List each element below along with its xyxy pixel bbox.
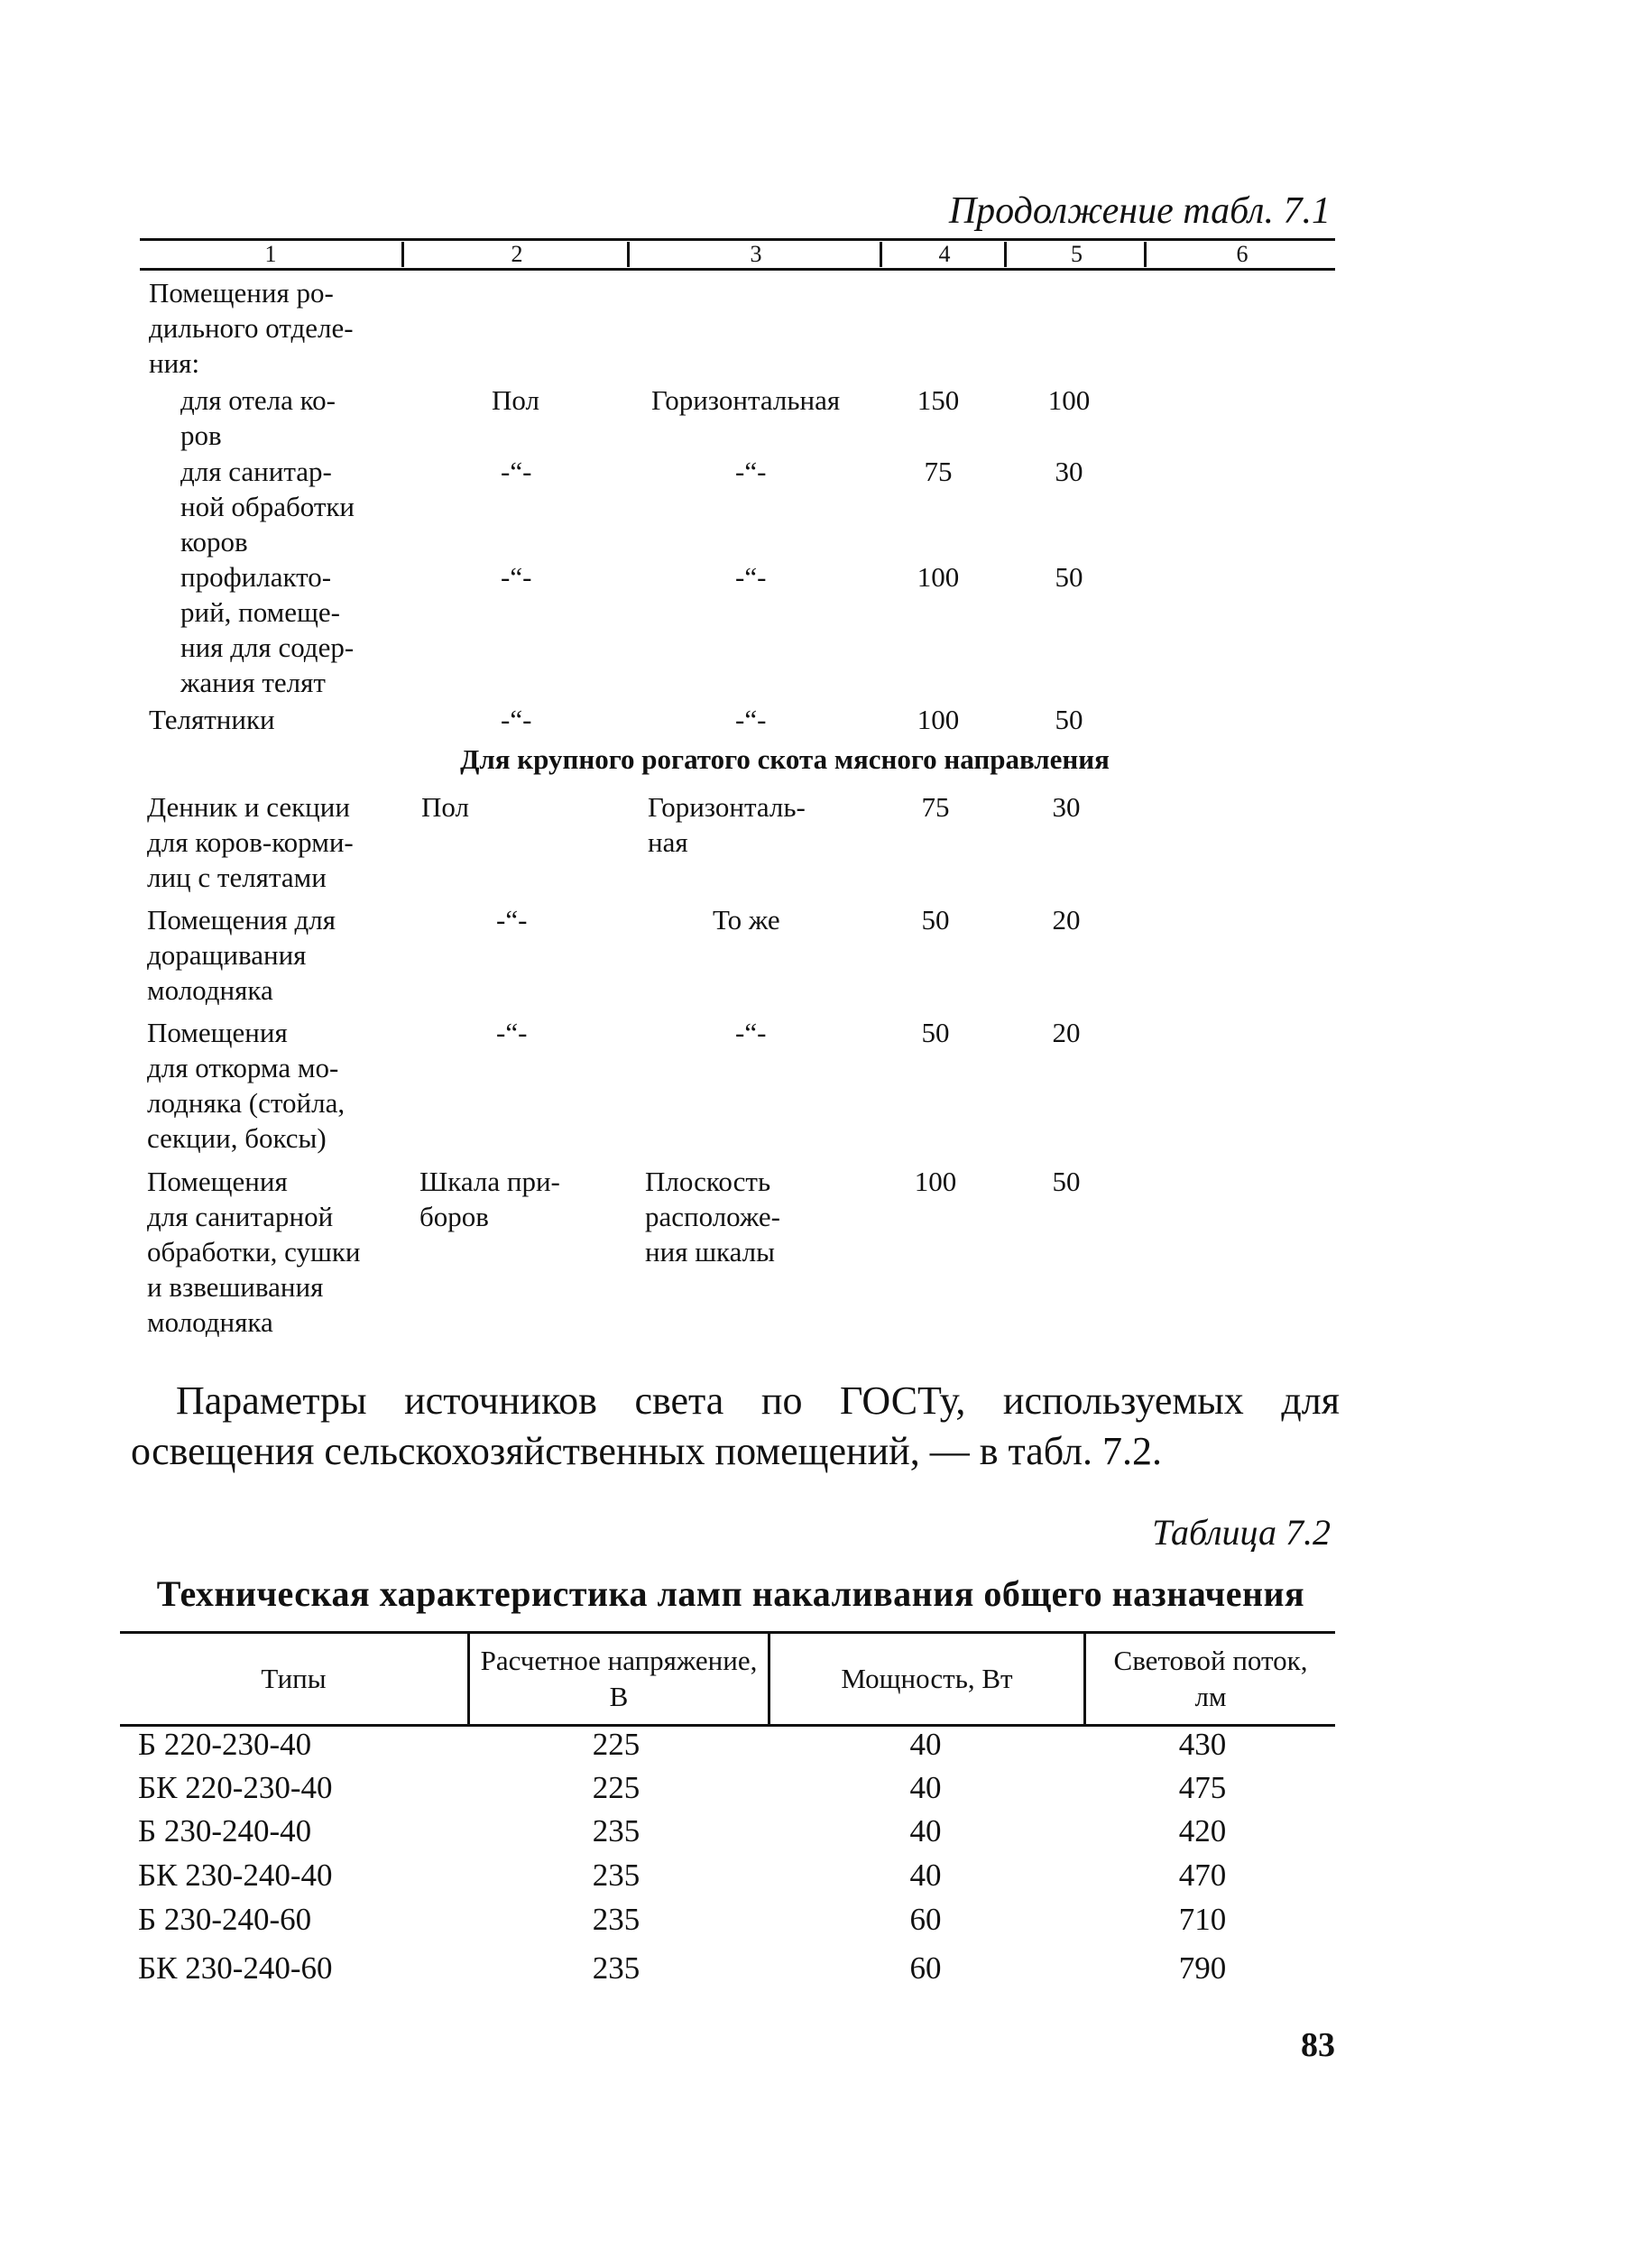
cell-flux: 710 xyxy=(1178,1902,1227,1937)
row-name: для отела ко- ров xyxy=(180,384,336,451)
row-plane: Горизонтальная xyxy=(651,384,841,416)
row-value-4: 75 xyxy=(921,791,950,823)
table1-top-rule xyxy=(140,238,1335,241)
row-plane: Горизонталь- ная xyxy=(648,791,806,858)
cell-voltage: 235 xyxy=(592,1813,640,1849)
row-value-5: 100 xyxy=(1047,384,1091,416)
column-number-2: 2 xyxy=(401,242,630,267)
row-value-5: 20 xyxy=(1052,1017,1081,1048)
cell-type: БК 230-240-60 xyxy=(138,1950,333,1986)
row-plane: -“- xyxy=(735,561,767,593)
row-surface: Шкала при- боров xyxy=(419,1166,560,1232)
table2-label: Таблица 7.2 xyxy=(1152,1512,1331,1553)
header-flux: Световой поток, лм xyxy=(1083,1634,1335,1724)
row-name: Помещения для доращивания молодняка xyxy=(147,904,336,1006)
body-paragraph: Параметры источников света по ГОСТу, используемых для освещения сельскохозяйственных помещений, — в табл. 7.2. xyxy=(131,1378,1340,1473)
cell-power: 60 xyxy=(909,1902,942,1937)
row-value-4: 100 xyxy=(917,561,960,593)
column-number-5: 5 xyxy=(1004,242,1147,267)
row-plane: Плоскость расположе- ния шкалы xyxy=(645,1166,780,1268)
row-name: Помещения для откорма мо- лодняка (стойла, секции, боксы) xyxy=(147,1017,346,1154)
row-surface: Пол xyxy=(492,384,539,416)
table-row xyxy=(120,1766,1335,1810)
row-value-5: 50 xyxy=(1055,704,1083,735)
cell-voltage: 235 xyxy=(592,1858,640,1893)
row-plane: -“- xyxy=(735,456,767,487)
row-surface: -“- xyxy=(496,904,528,936)
table-row xyxy=(120,1810,1335,1853)
column-number-1: 1 xyxy=(264,241,277,267)
row-plane: -“- xyxy=(735,704,767,735)
table-row xyxy=(120,1898,1335,1941)
table2-header xyxy=(120,1631,1335,1727)
cell-voltage: 235 xyxy=(592,1902,640,1937)
row-value-5: 30 xyxy=(1055,456,1083,487)
row-surface: -“- xyxy=(501,704,532,735)
row-plane: То же xyxy=(713,904,780,936)
column-number-4: 4 xyxy=(880,242,1007,267)
row-surface: Пол xyxy=(421,791,469,823)
header-types: Типы xyxy=(261,1663,327,1694)
row-name: Помещения для санитарной обработки, сушки и взвешивания молодняка xyxy=(147,1166,361,1338)
row-name: Телятники xyxy=(149,704,275,735)
row-surface: -“- xyxy=(501,456,532,487)
cell-voltage: 225 xyxy=(592,1770,640,1805)
cell-type: БК 230-240-40 xyxy=(138,1858,333,1893)
page-number: 83 xyxy=(1301,2026,1335,2064)
column-number-3: 3 xyxy=(627,242,882,267)
row-value-4: 75 xyxy=(924,456,953,487)
row-value-4: 100 xyxy=(917,704,960,735)
row-value-5: 20 xyxy=(1052,904,1081,936)
row-value-4: 100 xyxy=(914,1166,957,1197)
table1-section-title: Для крупного рогатого скота мясного направления xyxy=(460,743,1110,775)
cell-type: Б 230-240-40 xyxy=(138,1813,312,1849)
cell-flux: 475 xyxy=(1178,1770,1227,1805)
table1-column-numbers xyxy=(140,242,1335,267)
cell-voltage: 225 xyxy=(592,1727,640,1762)
row-name: Помещения ро- дильного отделе- ния: xyxy=(149,277,354,379)
cell-power: 40 xyxy=(909,1858,942,1893)
cell-type: Б 230-240-60 xyxy=(138,1902,312,1937)
table2-title: Техническая характеристика ламп накаливания общего назначения xyxy=(156,1573,1305,1614)
row-value-5: 50 xyxy=(1055,561,1083,593)
cell-type: БК 220-230-40 xyxy=(138,1770,333,1805)
cell-voltage: 235 xyxy=(592,1950,640,1986)
row-name: профилакто- рий, помеще- ния для содер- жания телят xyxy=(180,561,355,698)
cell-power: 60 xyxy=(909,1950,942,1986)
cell-flux: 430 xyxy=(1178,1727,1227,1762)
table-row xyxy=(120,1854,1335,1897)
row-value-4: 50 xyxy=(921,904,950,936)
row-name: Денник и секции для коров-корми- лиц с телятами xyxy=(147,791,354,893)
cell-flux: 790 xyxy=(1178,1950,1227,1986)
cell-power: 40 xyxy=(909,1727,942,1762)
header-power: Мощность, Вт xyxy=(768,1634,1083,1724)
table1-header-rule xyxy=(140,268,1335,271)
row-value-5: 30 xyxy=(1052,791,1081,823)
row-surface: -“- xyxy=(496,1017,528,1048)
table-row xyxy=(120,1947,1335,1990)
row-plane: -“- xyxy=(735,1017,767,1048)
row-value-4: 50 xyxy=(921,1017,950,1048)
cell-power: 40 xyxy=(909,1770,942,1805)
column-number-6: 6 xyxy=(1144,242,1338,267)
header-voltage: Расчетное напряжение, В xyxy=(467,1634,768,1724)
cell-type: Б 220-230-40 xyxy=(138,1727,312,1762)
row-value-4: 150 xyxy=(917,384,960,416)
cell-flux: 470 xyxy=(1178,1858,1227,1893)
table-continuation-title: Продолжение табл. 7.1 xyxy=(948,190,1331,232)
row-name: для санитар- ной обработки коров xyxy=(180,456,355,558)
cell-power: 40 xyxy=(909,1813,942,1849)
table-row xyxy=(120,1723,1335,1766)
row-value-5: 50 xyxy=(1052,1166,1081,1197)
row-surface: -“- xyxy=(501,561,532,593)
cell-flux: 420 xyxy=(1178,1813,1227,1849)
